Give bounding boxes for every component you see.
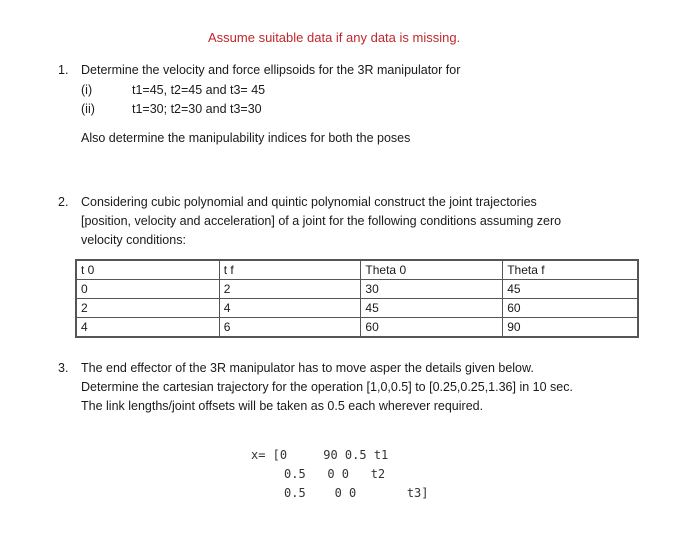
table-cell: 2 <box>219 280 361 299</box>
header-cell: t f <box>219 261 361 280</box>
table-cell: 4 <box>219 299 361 318</box>
question-3-line-2: Determine the cartesian trajectory for the operation [1,0,0.5] to [0.25,0.25,1.36] in 10 sec. <box>81 380 573 394</box>
question-2-line-2: [position, velocity and acceleration] of a joint for the following conditions assuming zero <box>81 214 562 228</box>
question-1-followup: Also determine the manipulability indices for both the poses <box>81 131 411 145</box>
table-cell: 60 <box>361 318 503 337</box>
notice-text: Assume suitable data if any data is missing. <box>208 30 461 45</box>
table-cell: 60 <box>503 299 638 318</box>
table-cell: 2 <box>77 299 220 318</box>
case-2-label: (ii) <box>81 102 95 116</box>
question-3-line-3: The link lengths/joint offsets will be taken as 0.5 each wherever required. <box>81 399 484 413</box>
question-2-number: 2. <box>58 195 69 209</box>
table-cell: 45 <box>503 280 638 299</box>
table-cell: 90 <box>503 318 638 337</box>
conditions-table <box>76 260 638 337</box>
table-cell: 30 <box>361 280 503 299</box>
question-1-number: 1. <box>58 63 69 77</box>
table-cell: 0 <box>77 280 220 299</box>
table-row <box>77 299 638 318</box>
case-1-text: t1=45, t2=45 and t3= 45 <box>132 83 266 97</box>
header-cell: t 0 <box>77 261 220 280</box>
question-2-line-1: Considering cubic polynomial and quintic polynomial construct the joint trajectories <box>81 195 537 209</box>
matrix-line-3: 0.5 0 0 t3] <box>284 486 429 500</box>
table-cell: 45 <box>361 299 503 318</box>
case-2-text: t1=30; t2=30 and t3=30 <box>132 102 262 116</box>
question-1-text: Determine the velocity and force ellipsoids for the 3R manipulator for <box>81 63 461 77</box>
header-cell: Theta f <box>503 261 638 280</box>
header-cell: Theta 0 <box>361 261 503 280</box>
case-1-label: (i) <box>81 83 93 97</box>
question-2-line-3: velocity conditions: <box>81 233 186 247</box>
table-header-row <box>77 261 638 280</box>
question-3-line-1: The end effector of the 3R manipulator has to move asper the details given below. <box>81 361 534 375</box>
table-cell: 4 <box>77 318 220 337</box>
matrix-line-2: 0.5 0 0 t2 <box>284 467 386 481</box>
table-row <box>77 280 638 299</box>
matrix-line-1: x= [0 90 0.5 t1 <box>251 448 389 462</box>
table-cell: 6 <box>219 318 361 337</box>
table-row <box>77 318 638 337</box>
question-3-number: 3. <box>58 361 69 375</box>
